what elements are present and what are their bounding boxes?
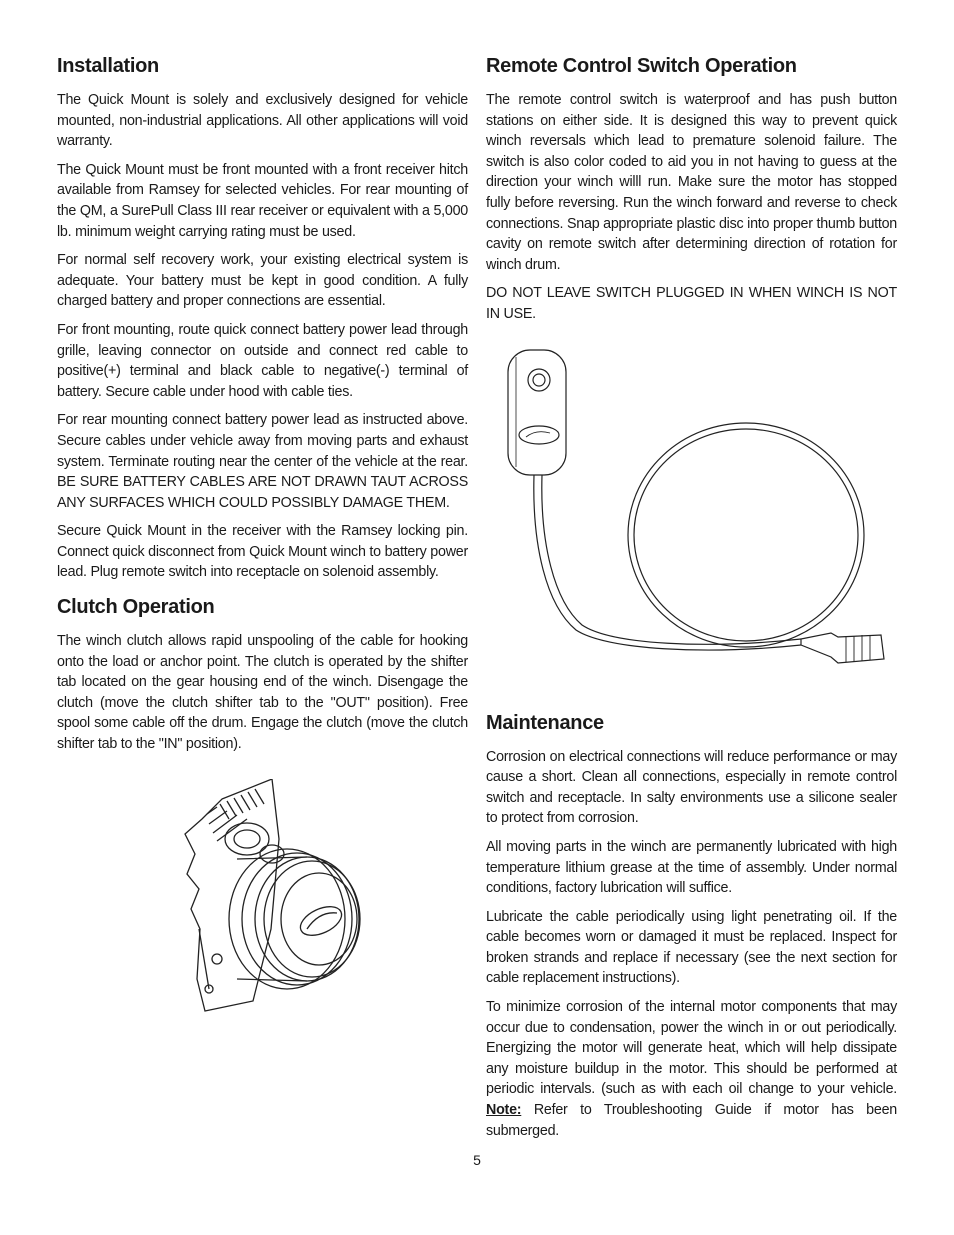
installation-paragraph: For normal self recovery work, your existing electrical system is adequate. Your battery must be kept in good condition. A fully charged battery and proper connections are essential.	[57, 252, 468, 310]
maintenance-paragraph: All moving parts in the winch are permanently lubricated with high temperature lithium grease at the time of assembly. Under normal conditions, factory lubrication will suffice.	[486, 838, 897, 897]
installation-heading: Installation	[57, 55, 159, 77]
remote-paragraph: DO NOT LEAVE SWITCH PLUGGED IN WHEN WINCH IS NOT IN USE.	[486, 285, 897, 322]
maintenance-paragraph: Lubricate the cable periodically using light penetrating oil. If the cable becomes worn or damaged it must be replaced. Inspect for broken strands and replace if necessary (see the next section for cable replacement instructions).	[486, 908, 897, 987]
installation-paragraph: Secure Quick Mount in the receiver with the Ramsey locking pin. Connect quick disconnect from Quick Mount winch to battery power lead. Plug remote switch into receptacle on solenoid assembly.	[57, 523, 468, 581]
maintenance-section	[486, 707, 897, 1142]
clutch-paragraph: The winch clutch allows rapid unspooling of the cable for hooking onto the load or anchor point. The clutch is operated by the shifter tab located on the gear housing end of the winch. Disengage the clutch (move the clutch shifter tab to the "OUT" position). Free spool some cable off the drum. Engage the clutch (move the clutch shifter tab to the "IN" position).	[57, 633, 468, 753]
installation-paragraph: The Quick Mount must be front mounted with a front receiver hitch available from Ramsey for selected vehicles. For rear mounting of the QM, a SurePull Class III rear receiver or equivalent with a 5,000 lb. minimum weight carrying rating must be used.	[57, 161, 468, 240]
installation-section	[57, 50, 468, 583]
left-column	[57, 50, 468, 1019]
maintenance-paragraph: Corrosion on electrical connections will reduce performance or may cause a short. Clean all connections, especially in remote control switch and receptacle. In salty environments use a silicone sealer to protect from corrosion.	[486, 748, 897, 827]
maintenance-text: To minimize corrosion of the internal motor components that may occur due to condensation, power the winch in or out periodically. Energizing the motor will generate heat, which will help dissipate any moisture buildup in the motor. This should be performed at periodic intervals. (such as with each oil change to your vehicle.	[486, 999, 897, 1098]
clutch-section	[57, 591, 468, 755]
winch-illustration-icon	[57, 779, 468, 1019]
clutch-heading: Clutch Operation	[57, 596, 215, 619]
installation-paragraph: For rear mounting connect battery power lead as instructed above. Secure cables under vehicle away from moving parts and exhaust system. Terminate routing near the center of the vehicle at the rear. BE SURE BATTERY CABLES ARE NOT DRAWN TAUT ACROSS ANY SURFACES WHICH COULD POSSIBLY DAMAGE THEM.	[57, 412, 468, 511]
installation-paragraph: The Quick Mount is solely and exclusively designed for vehicle mounted, non-industrial applications. All other applications will void warranty.	[57, 92, 468, 150]
installation-paragraph: For front mounting, route quick connect battery power lead through grille, leaving connector on outside and connect red cable to positive(+) terminal and black cable to negative(-) terminal of battery. Secure cable under hood with cable ties.	[57, 321, 468, 400]
remote-switch-illustration-icon	[486, 345, 897, 685]
remote-heading: Remote Control Switch Operation	[486, 55, 797, 77]
maintenance-paragraph-note	[486, 997, 897, 1141]
remote-paragraph: The remote control switch is waterproof and has push button stations on either side. It is designed this way to prevent quick winch reversals which lead to premature solenoid failure. The switch is also color coded to aid you in not having to guess at the direction your winch willl run. Make sure the motor has stopped fully before reversing. Run the winch forward and reverse to check connections. Snap appropriate plastic disc into proper thumb button cavity on remote switch after determining direction of rotation for winch drum.	[486, 92, 897, 273]
remote-section	[486, 50, 897, 325]
maintenance-text: Refer to Troubleshooting Guide if motor has been submerged.	[486, 1102, 897, 1139]
right-column	[486, 50, 897, 1149]
note-label: Note:	[486, 1102, 522, 1119]
page-number: 5	[473, 1152, 481, 1168]
maintenance-heading: Maintenance	[486, 711, 604, 734]
